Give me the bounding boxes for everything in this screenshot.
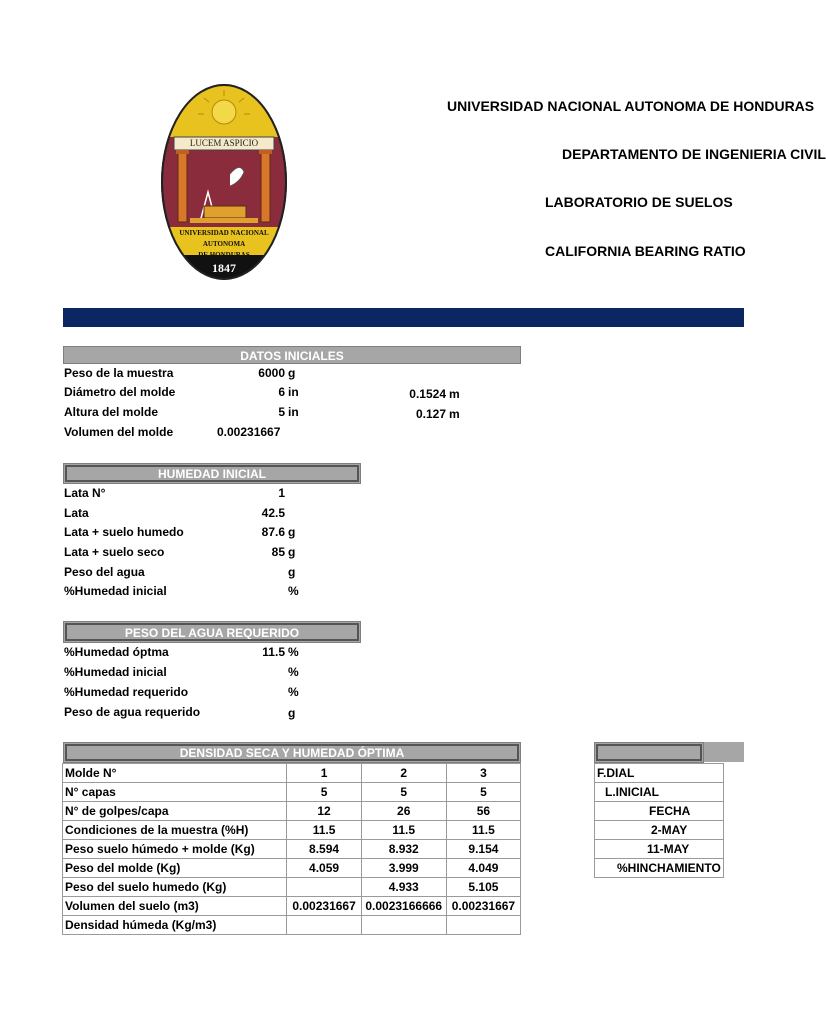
cell-molde-2: 2 [361, 764, 446, 783]
cell-molde-3: 3 [446, 764, 520, 783]
title-bar [63, 308, 744, 327]
table-row [63, 802, 521, 821]
peso-agua-header: PESO DEL AGUA REQUERIDO [63, 621, 361, 643]
table-row [63, 764, 521, 783]
cell-molde-2: 4.933 [361, 878, 446, 897]
cell-molde-2: 8.932 [361, 840, 446, 859]
table-row [63, 878, 521, 897]
datos-unit-m: m [449, 407, 460, 421]
datos-label: Volumen del molde [64, 425, 174, 439]
humedad-label: Lata + suelo humedo [64, 525, 184, 539]
table-row [63, 859, 521, 878]
row-label: Condiciones de la muestra (%H) [63, 821, 287, 840]
cell-molde-1: 8.594 [287, 840, 361, 859]
cell-molde-1: 11.5 [287, 821, 361, 840]
seal-motto: LUCEM ASPICIO [189, 138, 259, 148]
humedad-label: Peso del agua [64, 565, 145, 579]
datos-value: 6 [278, 385, 285, 399]
cell-molde-3: 4.049 [446, 859, 520, 878]
humedad-unit: g [288, 545, 296, 559]
datos-unit-m: m [449, 387, 460, 401]
humedad-unit: g [288, 565, 296, 579]
cell-molde-2: 11.5 [361, 821, 446, 840]
datos-value: 6000 [258, 366, 285, 380]
datos-label: Altura del molde [64, 405, 159, 419]
cell-molde-2: 26 [361, 802, 446, 821]
table-row [63, 897, 521, 916]
datos-label: Diámetro del molde [64, 385, 176, 399]
datos-iniciales-header: DATOS INICIALES [63, 346, 521, 364]
row-label: Volumen del suelo (m3) [63, 897, 287, 916]
table-row [63, 840, 521, 859]
row-label: Densidad húmeda (Kg/m3) [63, 916, 287, 935]
humedad-label: Lata N° [64, 486, 106, 500]
humedad-value: 85 [271, 545, 285, 559]
cell-molde-3: 5 [446, 783, 520, 802]
table-row [595, 821, 724, 840]
agua-label: Peso de agua requerido [64, 705, 201, 719]
datos-unit: in [288, 385, 299, 399]
row-label: Peso del molde (Kg) [63, 859, 287, 878]
agua-value: 11.5 [262, 645, 285, 659]
table-row [595, 840, 724, 859]
cell-molde-1: 5 [287, 783, 361, 802]
header-university: UNIVERSIDAD NACIONAL AUTONOMA DE HONDURAS [447, 98, 815, 114]
humedad-value: 1 [278, 486, 285, 500]
datos-value-m: 0.1524 [409, 387, 446, 401]
table-row [595, 859, 724, 878]
cell-molde-1: 4.059 [287, 859, 361, 878]
cell-molde-1 [287, 878, 361, 897]
header-block [440, 90, 826, 270]
row-label: N° de golpes/capa [63, 802, 287, 821]
datos-unit: in [288, 405, 299, 419]
humedad-unit: g [288, 525, 296, 539]
side-cell: L.INICIAL [595, 783, 724, 802]
agua-unit: % [288, 685, 299, 699]
densidad-header: DENSIDAD SECA Y HUMEDAD ÓPTIMA [63, 742, 521, 763]
agua-label: %Humedad requerido [64, 685, 189, 699]
datos-value: 0.00231667 [217, 425, 281, 439]
row-label: Peso suelo húmedo + molde (Kg) [63, 840, 287, 859]
table-row [595, 764, 724, 783]
agua-unit: g [288, 706, 296, 720]
cell-molde-1 [287, 916, 361, 935]
header-laboratory: LABORATORIO DE SUELOS [545, 194, 733, 210]
humedad-label: Lata [64, 506, 89, 520]
cell-molde-3: 0.00231667 [446, 897, 520, 916]
seal-name-3: DE HONDURAS [198, 251, 250, 259]
densidad-table [62, 763, 521, 935]
datos-unit: g [288, 366, 296, 380]
humedad-inicial-header: HUMEDAD INICIAL [63, 463, 361, 484]
humedad-unit: % [288, 584, 299, 598]
side-cell: %HINCHAMIENTO [595, 859, 724, 878]
row-label: Peso del suelo humedo (Kg) [63, 878, 287, 897]
row-label: N° capas [63, 783, 287, 802]
cell-molde-3: 9.154 [446, 840, 520, 859]
seal-name-2: AUTONOMA [202, 240, 246, 248]
table-row [63, 783, 521, 802]
cell-molde-2: 3.999 [361, 859, 446, 878]
cell-molde-2 [361, 916, 446, 935]
side-cell: 11-MAY [595, 840, 724, 859]
cell-molde-1: 0.00231667 [287, 897, 361, 916]
table-row [595, 802, 724, 821]
datos-value: 5 [278, 405, 285, 419]
agua-unit: % [288, 665, 299, 679]
humedad-value: 87.6 [261, 525, 285, 539]
agua-label: %Humedad inicial [64, 665, 167, 679]
table-row [63, 916, 521, 935]
header-test-name: CALIFORNIA BEARING RATIO [545, 243, 746, 259]
side-table-header [594, 742, 704, 763]
side-cell: FECHA [595, 802, 724, 821]
humedad-value: 42.5 [261, 506, 285, 520]
cell-molde-3: 11.5 [446, 821, 520, 840]
table-row [595, 783, 724, 802]
datos-label: Peso de la muestra [64, 366, 174, 380]
datos-value-m: 0.127 [415, 407, 446, 421]
side-table-clip [594, 742, 721, 882]
row-label: Molde N° [63, 764, 287, 783]
cell-molde-1: 1 [287, 764, 361, 783]
seal-name-1: UNIVERSIDAD NACIONAL [179, 229, 269, 237]
agua-label: %Humedad óptma [64, 645, 169, 659]
cell-molde-3 [446, 916, 520, 935]
humedad-label: Lata + suelo seco [64, 545, 165, 559]
cell-molde-2: 5 [361, 783, 446, 802]
cell-molde-2: 0.0023166666 [361, 897, 446, 916]
humedad-label: %Humedad inicial [64, 584, 167, 598]
cell-molde-3: 56 [446, 802, 520, 821]
header-department: DEPARTAMENTO DE INGENIERIA CIVIL [562, 146, 826, 162]
side-cell: 2-MAY [595, 821, 724, 840]
university-seal-logo [160, 82, 288, 282]
side-cell: F.DIAL [595, 764, 724, 783]
side-table [594, 763, 724, 878]
agua-unit: % [288, 645, 299, 659]
cell-molde-1: 12 [287, 802, 361, 821]
seal-year: 1847 [212, 261, 236, 275]
table-row [63, 821, 521, 840]
cell-molde-3: 5.105 [446, 878, 520, 897]
